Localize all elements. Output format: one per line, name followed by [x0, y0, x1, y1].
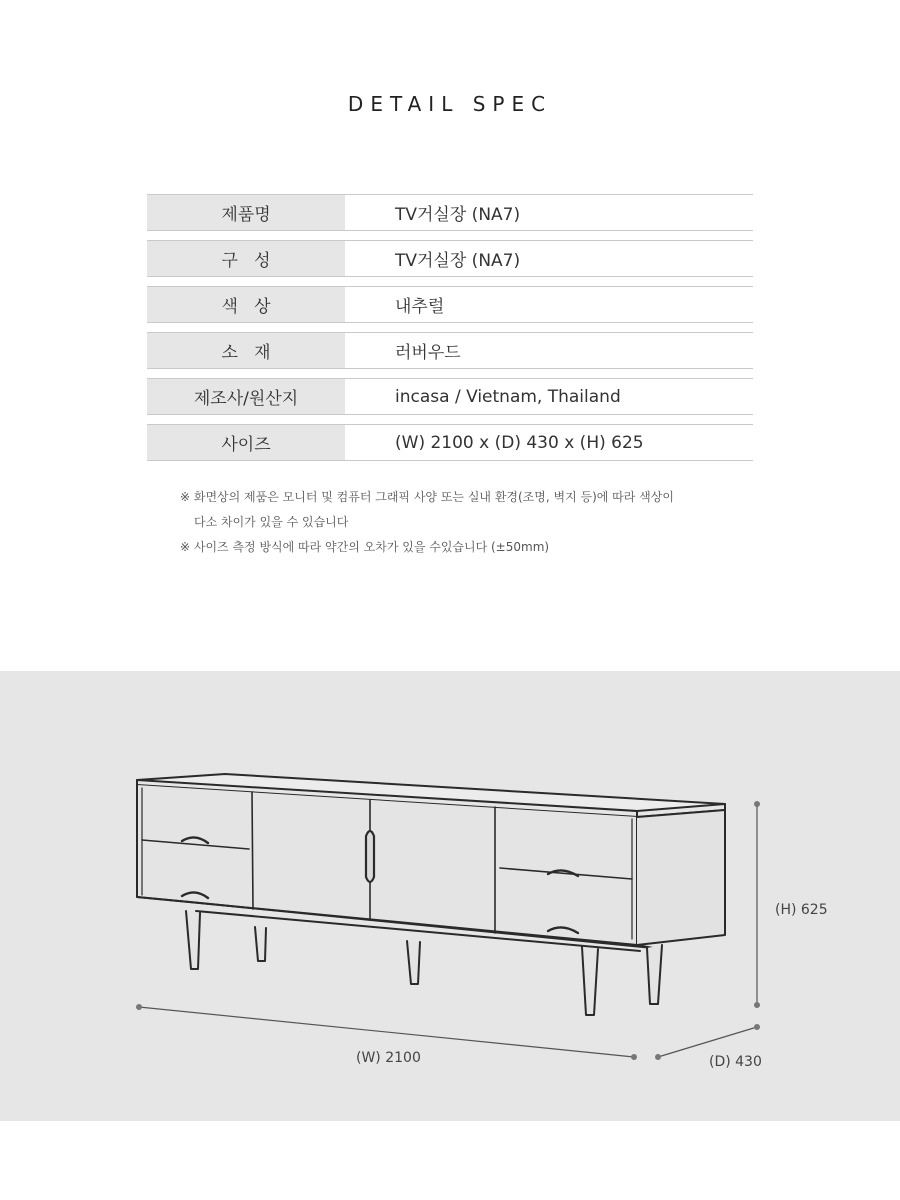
spec-label: 제조사/원산지 — [147, 379, 345, 414]
note-line: ※ 사이즈 측정 방식에 따라 약간의 오차가 있을 수있습니다 (±50mm) — [180, 540, 550, 554]
spec-value: incasa / Vietnam, Thailand — [395, 386, 621, 407]
height-dimension-label: (H) 625 — [775, 902, 828, 918]
spec-label: 구 성 — [147, 241, 345, 276]
spec-row-manufacturer-origin — [147, 378, 753, 415]
spec-row-color — [147, 286, 753, 323]
spec-value: TV거실장 (NA7) — [395, 251, 521, 271]
notes — [180, 485, 674, 560]
depth-dimension-label: (D) 430 — [709, 1054, 762, 1070]
spec-label: 색 상 — [147, 287, 345, 322]
spec-label: 사이즈 — [147, 425, 345, 460]
dimension-diagram — [0, 671, 900, 1121]
spec-row-product-name — [147, 194, 753, 231]
page-title: DETAIL SPEC — [347, 92, 553, 116]
note-line: ※ 화면상의 제품은 모니터 및 컴퓨터 그래픽 사양 또는 실내 환경(조명, 벽지 등)에 따라 색상이 — [180, 490, 674, 504]
spec-table — [147, 194, 753, 470]
spec-row-material — [147, 332, 753, 369]
width-dimension-label: (W) 2100 — [356, 1050, 421, 1066]
spec-row-size — [147, 424, 753, 461]
spec-label: 소 재 — [147, 333, 345, 368]
tv-stand-drawing — [0, 671, 900, 1121]
spec-value: 러버우드 — [395, 343, 461, 363]
spec-label: 제품명 — [147, 195, 345, 230]
note-line: 다소 차이가 있을 수 있습니다 — [194, 515, 349, 529]
spec-value: 내추럴 — [395, 297, 445, 317]
spec-value: TV거실장 (NA7) — [395, 205, 521, 225]
spec-row-composition — [147, 240, 753, 277]
spec-value: (W) 2100 x (D) 430 x (H) 625 — [395, 432, 644, 453]
